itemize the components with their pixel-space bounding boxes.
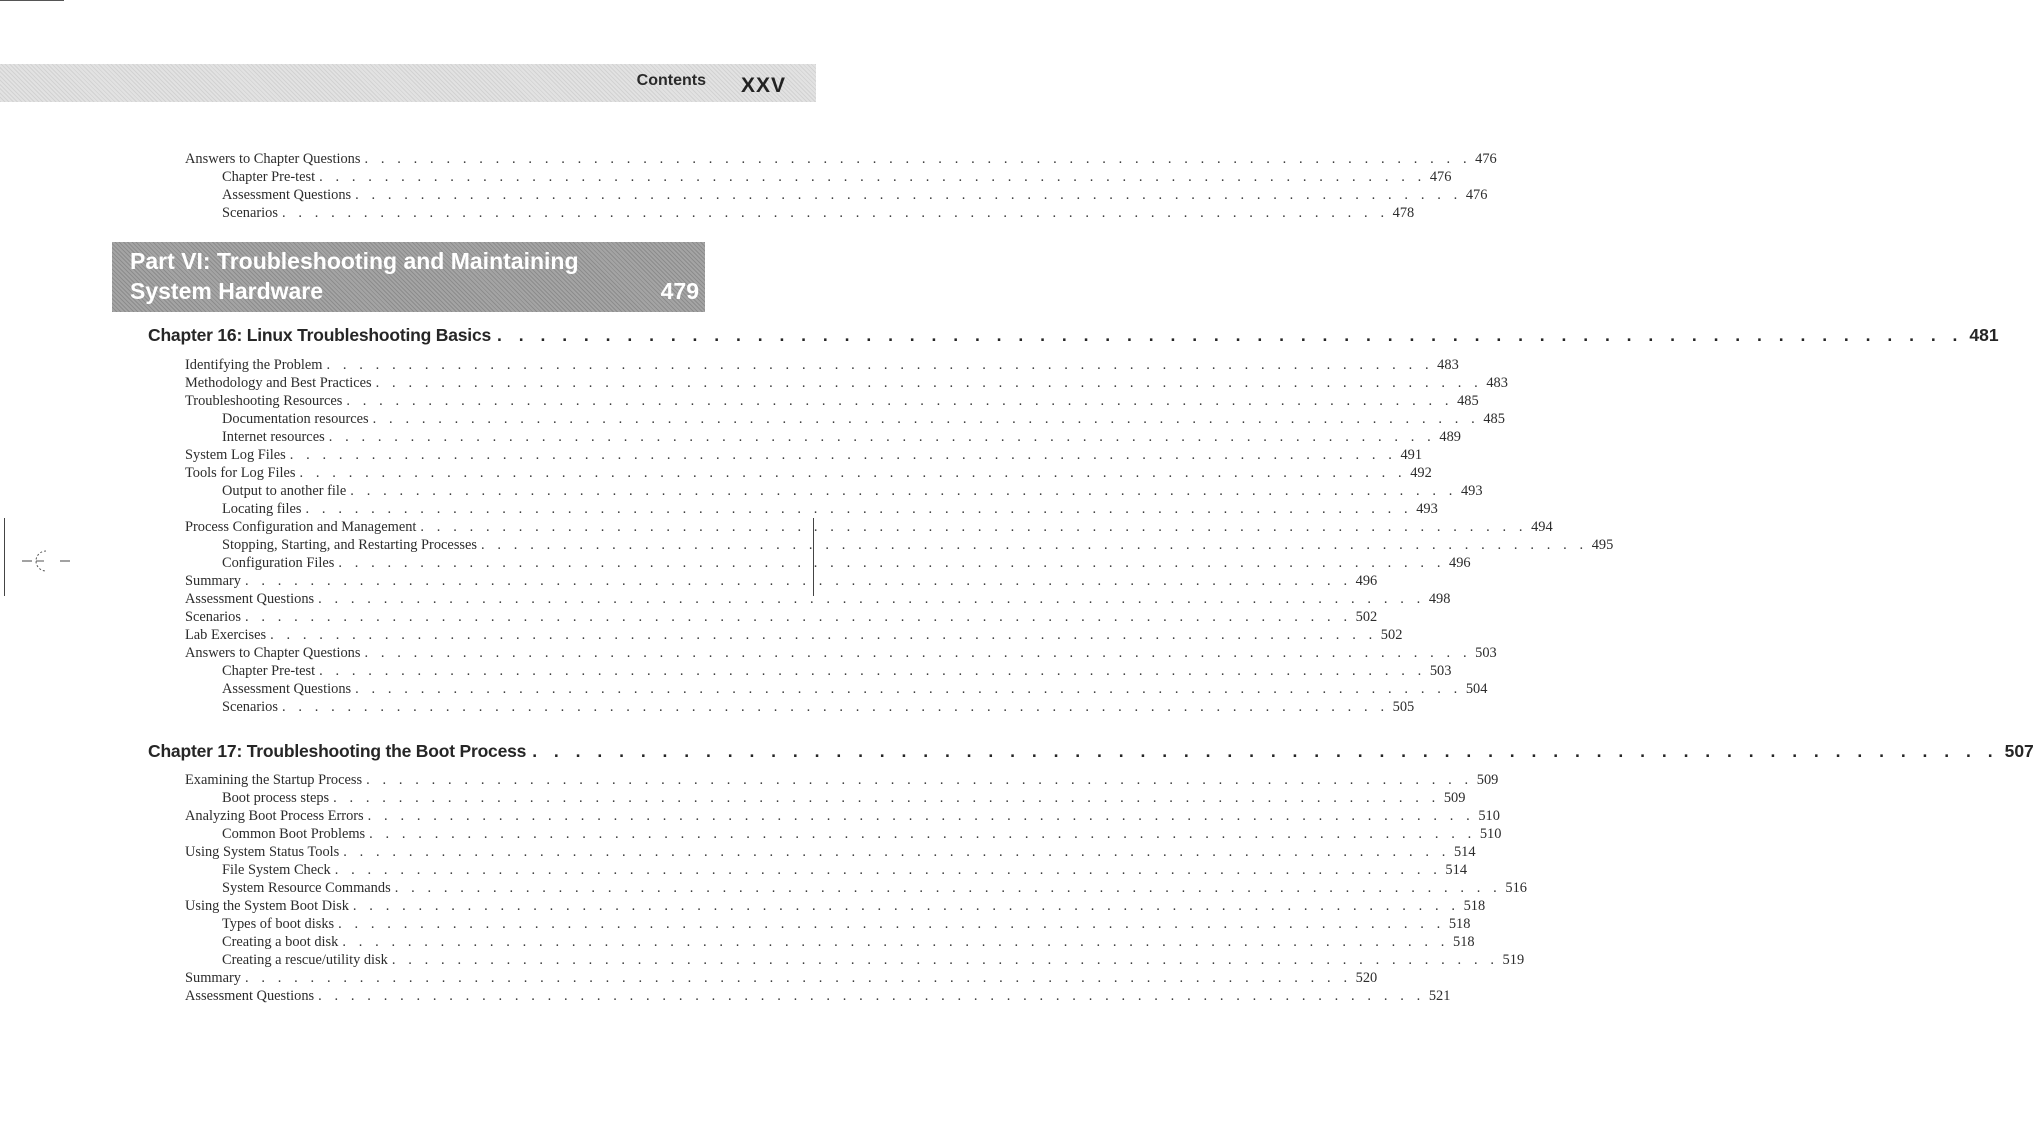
toc-leader-dots: . . . . . . . . . . . . . . . . . . . . . . . . . . . . . . . . . . . . . . . . . . . . . . . . . . . . . . . . . . . . . . . . . . . . bbox=[289, 447, 1397, 463]
toc-entry-page: 476 bbox=[1429, 169, 1452, 185]
toc-leader-dots: . . . . . . . . . . . . . . . . . . . . . . . . . . . . . . . . . . . . . . . . . . . . . . . . . . . . . . . . . . . . . . . . . . . . bbox=[244, 573, 1352, 589]
toc-entry-page: 510 bbox=[1479, 826, 1502, 842]
chapter-title: Chapter 16: Linux Troubleshooting Basics bbox=[148, 325, 492, 345]
toc-entry[interactable] bbox=[185, 843, 1476, 861]
toc-leader-dots: . . . . . . . . . . . . . . . . . . . . . . . . . . . . . . . . . . . . . . . . . . . . . . . . . . . . . . . . . . . . . . . . . . . . bbox=[355, 681, 1462, 697]
toc-entry-page: 514 bbox=[1445, 862, 1468, 878]
toc-entry-title: Configuration Files bbox=[222, 555, 335, 571]
toc-leader-dots: . . . . . . . . . . . . . . . . . . . . . . . . . . . . . . . . . . . . . . . . . . . . . . . . . . . . . . . . . . . . . . . . . . . . bbox=[319, 663, 1426, 679]
toc-entry-page: 483 bbox=[1437, 357, 1459, 373]
toc-entry-page: 503 bbox=[1475, 645, 1497, 661]
toc-entry-title: Process Configuration and Management bbox=[185, 519, 417, 535]
toc-entry-page: 478 bbox=[1392, 205, 1415, 221]
toc-entry-page: 518 bbox=[1463, 898, 1486, 914]
toc-subentry[interactable] bbox=[222, 536, 1614, 554]
toc-entry-title: Methodology and Best Practices bbox=[185, 375, 372, 391]
toc-entry-title: File System Check bbox=[222, 862, 331, 878]
toc-entry-page: 502 bbox=[1380, 627, 1403, 643]
toc-subentry[interactable] bbox=[222, 500, 1438, 518]
toc-leader-dots: . . . . . . . . . . . . . . . . . . . . . . . . . . . . . . . . . . . . . . . . . . . . . . . . . . . . . . . . . . . . . . . . . . . . bbox=[366, 772, 1473, 788]
toc-entry-title: System Log Files bbox=[185, 447, 286, 463]
toc-entry-page: 509 bbox=[1443, 790, 1466, 806]
toc-entry-page: 510 bbox=[1478, 808, 1500, 824]
toc-leader-dots: . . . . . . . . . . . . . . . . . . . . . . . . . . . . . . . . . . . . . . . . . . . . . . . . . . . . . . . . . . . . . . . . . . . . bbox=[375, 375, 1483, 391]
toc-leader-dots: . . . . . . . . . . . . . . . . . . . . . . . . . . . . . . . . . . . . . . . . . . . . . . . . . . . . . . . . . . . . . . . . . . . . bbox=[350, 483, 1457, 499]
toc-entry-title: Assessment Questions bbox=[222, 681, 352, 697]
toc-leader-dots: . . . . . . . . . . . . . . . . . . . . . . . . . . . . . . . . . . . . . . . . . . . . . . . . . . . . . . . . . . . . . . . . . . . . bbox=[244, 970, 1352, 986]
toc-entry-page: 493 bbox=[1416, 501, 1438, 517]
toc-entry-page: 505 bbox=[1392, 699, 1415, 715]
part-banner[interactable] bbox=[112, 242, 705, 312]
toc-entry-page: 495 bbox=[1591, 537, 1614, 553]
toc-entry-title: Locating files bbox=[222, 501, 302, 517]
toc-leader-dots: . . . . . . . . . . . . . . . . . . . . . . . . . . . . . . . . . . . . . . . . . . . . . . . . . . . . . . . . . . . . . . . . . . . . bbox=[352, 898, 1460, 914]
toc-leader-dots: . . . . . . . . . . . . . . . . . . . . . . . . . . . . . . . . . . . . . . . . . . . . . . . . . . . . . . . . . . . . . . . . . . . . bbox=[299, 465, 1407, 481]
toc-entry-title: Output to another file bbox=[222, 483, 347, 499]
toc-entry[interactable] bbox=[185, 464, 1432, 482]
toc-leader-dots: . . . . . . . . . . . . . . . . . . . . . . . . . . . . . . . . . . . . . . . . . . . . . . . . . . . . . . . . . . . . . . . . . . . . bbox=[364, 151, 1472, 167]
chapter-heading[interactable] bbox=[148, 322, 1999, 348]
toc-entry-page: 485 bbox=[1483, 411, 1505, 427]
toc-entry-title: Scenarios bbox=[222, 205, 278, 221]
toc-leader-dots: . . . . . . . . . . . . . . . . . . . . . . . . . . . . . . . . . . . . . . . . . . . . . . . . . . . . . . . . . . . . . . . . . . . . bbox=[355, 187, 1462, 203]
toc-entry-title: System Resource Commands bbox=[222, 880, 391, 896]
toc-entry-title: Summary bbox=[185, 970, 241, 986]
toc-entry-page: 504 bbox=[1465, 681, 1488, 697]
toc-entry[interactable] bbox=[185, 626, 1403, 644]
toc-entry[interactable] bbox=[185, 969, 1378, 987]
toc-subentry[interactable] bbox=[222, 879, 1527, 897]
toc-entry-page: 514 bbox=[1453, 844, 1476, 860]
crop-mark-top bbox=[0, 0, 64, 1]
toc-entry-title: Analyzing Boot Process Errors bbox=[185, 808, 364, 824]
toc-leader-dots: . . . . . . . . . . . . . . . . . . . . . . . . . . . . . . . . . . . . . . . . . . . . . . . . . . . . . . . . . . . . . . . . . . . . bbox=[305, 501, 1413, 517]
toc-leader-dots: . . . . . . . . . . . . . . . . . . . . . . . . . . . . . . . . . . . . . . . . . . . . . . . . . . . . . . . . . . . . . . . . . . . . bbox=[343, 844, 1450, 860]
toc-entry-page: 502 bbox=[1355, 609, 1378, 625]
toc-entry-title: Creating a rescue/utility disk bbox=[222, 952, 388, 968]
toc-leader-dots: . . . . . . . . . . . . . . . . . . . . . . . . . . . . . . . . . . . . . . . . . . . . . . . . . . . . . . . . . . . . . . . . . . . . bbox=[338, 916, 1445, 932]
toc-entry-page: 509 bbox=[1476, 772, 1499, 788]
toc-entry-title: Assessment Questions bbox=[185, 988, 315, 1004]
toc-entry-title: Common Boot Problems bbox=[222, 826, 366, 842]
chapter-page-number: 507 bbox=[2004, 741, 2034, 761]
toc-subentry[interactable] bbox=[222, 204, 1415, 222]
toc-entry-page: 519 bbox=[1502, 952, 1525, 968]
toc-subentry[interactable] bbox=[222, 933, 1475, 951]
toc-entry[interactable] bbox=[185, 590, 1451, 608]
toc-entry-page: 494 bbox=[1531, 519, 1553, 535]
toc-subentry[interactable] bbox=[222, 662, 1452, 680]
toc-leader-dots: . . . . . . . . . . . . . . . . . . . . . . . . . . . . . . . . . . . . . . . . . . . . . . . . . . . . . . . . . . . . . . . . . . . . bbox=[481, 537, 1588, 553]
toc-leader-dots: . . . . . . . . . . . . . . . . . . . . . . . . . . . . . . . . . . . . . . . . . . . . . . . . . . . . . . . . . . . . . . . . . . . . bbox=[270, 627, 1377, 643]
toc-subentry[interactable] bbox=[222, 698, 1415, 716]
toc-entry[interactable] bbox=[185, 572, 1378, 590]
toc-leader-dots: . . . . . . . . . . . . . . . . . . . . . . . . . . . . . . . . . . . . . . . . . . . . . . . . . . . . . . . . . . . . . . . . . . . . bbox=[333, 790, 1440, 806]
toc-leader-dots: . . . . . . . . . . . . . . . . . . . . . . . . . . . . . . . . . . . . . . . . . . . . . . . . . . . . . . . . . . . . . . . . . . . . bbox=[367, 808, 1475, 824]
toc-entry-page: 503 bbox=[1429, 663, 1452, 679]
chapter-page-number: 481 bbox=[1969, 325, 1999, 345]
toc-entry-title: Answers to Chapter Questions bbox=[185, 151, 361, 167]
toc-entry[interactable] bbox=[185, 771, 1499, 789]
toc-entry-title: Scenarios bbox=[185, 609, 241, 625]
crop-mark-left bbox=[4, 518, 5, 596]
toc-entry-title: Chapter Pre-test bbox=[222, 169, 316, 185]
toc-entry-title: Troubleshooting Resources bbox=[185, 393, 343, 409]
toc-subentry[interactable] bbox=[222, 410, 1505, 428]
toc-entry[interactable] bbox=[185, 446, 1423, 464]
toc-subentry[interactable] bbox=[222, 554, 1471, 572]
toc-subentry[interactable] bbox=[222, 861, 1468, 879]
toc-entry-title: Identifying the Problem bbox=[185, 357, 323, 373]
toc-leader-dots: . . . . . . . . . . . . . . . . . . . . . . . . . . . . . . . . . . . . . . . . . . . . . . . . . . . . . . . . . . . . . . . . . . . . bbox=[394, 880, 1502, 896]
toc-entry[interactable] bbox=[185, 807, 1500, 825]
toc-leader-dots: . . . . . . . . . . . . . . . . . . . . . . . . . . . . . . . . . . . . . . . . . . . . . . . . . . . . . . . . . . . . . . . . . . . . bbox=[391, 952, 1499, 968]
toc-entry[interactable] bbox=[185, 644, 1497, 662]
toc-entry[interactable] bbox=[185, 897, 1486, 915]
running-head bbox=[0, 64, 816, 102]
toc-subentry[interactable] bbox=[222, 825, 1502, 843]
part-title-line-2: System Hardware bbox=[130, 278, 324, 304]
toc-leader-dots: . . . . . . . . . . . . . . . . . . . . . . . . . . . . . . . . . . . . . . . . . . . . . . . . . . . . . . . . . . . . . . . . . . . . bbox=[319, 169, 1426, 185]
toc-leader-dots: . . . . . . . . . . . . . . . . . . . . . . . . . . . . . . . . . . . . . . . . . . . . . . . . . . . . . . . . . . . . . . . . . . . . bbox=[420, 519, 1528, 535]
registration-mark-icon bbox=[22, 545, 70, 573]
toc-leader-dots: . . . . . . . . . . . . . . . . . . . . . . . . . . . . . . . . . . . . . . . . . . . . . . . . . . . . . . . . . . . . . . . . . . . . bbox=[244, 609, 1352, 625]
toc-entry[interactable] bbox=[185, 392, 1479, 410]
toc-entry-title: Creating a boot disk bbox=[222, 934, 339, 950]
part-title bbox=[130, 246, 579, 306]
toc-entry-page: 483 bbox=[1486, 375, 1508, 391]
toc-entry[interactable] bbox=[185, 608, 1378, 626]
toc-entry-page: 518 bbox=[1453, 934, 1475, 950]
toc-subentry[interactable] bbox=[222, 951, 1525, 969]
toc-entry-title: Assessment Questions bbox=[222, 187, 352, 203]
toc-entry-title: Using System Status Tools bbox=[185, 844, 340, 860]
toc-entry-title: Using the System Boot Disk bbox=[185, 898, 349, 914]
toc-entry-page: 518 bbox=[1448, 916, 1471, 932]
toc-entry-title: Documentation resources bbox=[222, 411, 369, 427]
toc-entry-title: Stopping, Starting, and Restarting Processes bbox=[222, 537, 478, 553]
toc-entry-page: 492 bbox=[1410, 465, 1432, 481]
toc-entry-title: Lab Exercises bbox=[185, 627, 267, 643]
toc-entry[interactable] bbox=[185, 518, 1553, 536]
toc-entry-title: Examining the Startup Process bbox=[185, 772, 363, 788]
toc-entry-page: 521 bbox=[1428, 988, 1451, 1004]
toc-entry-title: Scenarios bbox=[222, 699, 278, 715]
toc-leader-dots: . . . . . . . . . . . . . . . . . . . . . . . . . . . . . . . . . . . . . . . . . . . . . . . . . . . . . . . . . . . . . . . . . . . . bbox=[342, 934, 1449, 950]
part-page-number: 479 bbox=[660, 278, 699, 304]
toc-entry-page: 496 bbox=[1355, 573, 1378, 589]
toc-leader-dots: . . . . . . . . . . . . . . . . . . . . . . . . . . . . . . . . . . . . . . . . . . . . . . . . . . . . . . . . . . . . . . . . . . . . bbox=[364, 645, 1472, 661]
toc-leader-dots: . . . . . . . . . . . . . . . . . . . . . . . . . . . . . . . . . . . . . . . . . . . . . . . . . . . . . . . . . . . . . . . . . . . . bbox=[328, 429, 1436, 445]
toc-leader-dots: . . . . . . . . . . . . . . . . . . . . . . . . . . . . . . . . . . . . . . . . . . . . . . . . . . . . . . . . . . . . . . . . . . . . bbox=[369, 826, 1476, 842]
toc-leader-dots: . . . . . . . . . . . . . . . . . . . . . . . . . . . . . . . . . . . . . . . . . . . . . . . . . . . . . . . . . . . . . . . . . . . . bbox=[338, 555, 1446, 571]
part-title-line-1: Part VI: Troubleshooting and Maintaining bbox=[130, 248, 579, 274]
toc-entry[interactable] bbox=[185, 150, 1497, 168]
toc-leader-dots: . . . . . . . . . . . . . . . . . . . . . . . . . . . . . . . . . . . . . . . . . . . . . . . . . . . . . . . . . . . . . . . . . . . . bbox=[318, 591, 1425, 607]
toc-entry[interactable] bbox=[185, 987, 1451, 1005]
toc-leader-dots: . . . . . . . . . . . . . . . . . . . . . . . . . . . . . . . . . . . . . . . . . . . . . . . . . . . . . . . . . . . . . . . . . . . . bbox=[372, 411, 1480, 427]
toc-entry-title: Summary bbox=[185, 573, 241, 589]
toc-subentry[interactable] bbox=[222, 789, 1466, 807]
toc-entry-page: 485 bbox=[1457, 393, 1479, 409]
running-head-page-number: XXV bbox=[740, 74, 786, 97]
toc-entry-page: 491 bbox=[1400, 447, 1423, 463]
toc-subentry[interactable] bbox=[222, 680, 1488, 698]
toc-subentry[interactable] bbox=[222, 482, 1483, 500]
toc-entry-page: 489 bbox=[1439, 429, 1461, 445]
toc-leader-dots: . . . . . . . . . . . . . . . . . . . . . . . . . . . . . . . . . . . . . . . . . . . . . . . . . . . . . . . . . . . . . . . . . . . . bbox=[281, 205, 1389, 221]
toc-entry-page: 516 bbox=[1505, 880, 1527, 896]
toc-leader-dots: . . . . . . . . . . . . . . . . . . . . . . . . . . . . . . . . . . . . . . . . . . . . . . . . . . . . . . . . . . . . . . . . . . . . bbox=[532, 741, 1999, 761]
running-head-label: Contents bbox=[636, 72, 706, 89]
toc-leader-dots: . . . . . . . . . . . . . . . . . . . . . . . . . . . . . . . . . . . . . . . . . . . . . . . . . . . . . . . . . . . . . . . . . . . . bbox=[346, 393, 1454, 409]
toc-leader-dots: . . . . . . . . . . . . . . . . . . . . . . . . . . . . . . . . . . . . . . . . . . . . . . . . . . . . . . . . . . . . . . . . . . . . bbox=[281, 699, 1389, 715]
toc-entry-page: 476 bbox=[1475, 151, 1497, 167]
chapter-heading[interactable] bbox=[148, 738, 2034, 764]
toc-leader-dots: . . . . . . . . . . . . . . . . . . . . . . . . . . . . . . . . . . . . . . . . . . . . . . . . . . . . . . . . . . . . . . . . . . . . bbox=[326, 357, 1434, 373]
toc-entry-title: Tools for Log Files bbox=[185, 465, 296, 481]
toc-entry-title: Types of boot disks bbox=[222, 916, 335, 932]
toc-entry-title: Assessment Questions bbox=[185, 591, 315, 607]
toc-entry-title: Chapter Pre-test bbox=[222, 663, 316, 679]
toc-entry-title: Internet resources bbox=[222, 429, 325, 445]
toc-subentry[interactable] bbox=[222, 168, 1452, 186]
toc-entry-page: 496 bbox=[1449, 555, 1471, 571]
toc-leader-dots: . . . . . . . . . . . . . . . . . . . . . . . . . . . . . . . . . . . . . . . . . . . . . . . . . . . . . . . . . . . . . . . . . . . . bbox=[497, 325, 1964, 345]
toc-entry-page: 520 bbox=[1355, 970, 1378, 986]
toc-entry[interactable] bbox=[185, 356, 1459, 374]
toc-subentry[interactable] bbox=[222, 428, 1461, 446]
toc-entry-page: 476 bbox=[1465, 187, 1488, 203]
toc-entry-title: Boot process steps bbox=[222, 790, 330, 806]
toc-leader-dots: . . . . . . . . . . . . . . . . . . . . . . . . . . . . . . . . . . . . . . . . . . . . . . . . . . . . . . . . . . . . . . . . . . . . bbox=[334, 862, 1442, 878]
toc-entry[interactable] bbox=[185, 374, 1508, 392]
toc-subentry[interactable] bbox=[222, 186, 1488, 204]
toc-entry-page: 498 bbox=[1428, 591, 1451, 607]
toc-entry-page: 493 bbox=[1460, 483, 1483, 499]
chapter-title: Chapter 17: Troubleshooting the Boot Process bbox=[148, 741, 527, 761]
toc-subentry[interactable] bbox=[222, 915, 1471, 933]
toc-leader-dots: . . . . . . . . . . . . . . . . . . . . . . . . . . . . . . . . . . . . . . . . . . . . . . . . . . . . . . . . . . . . . . . . . . . . bbox=[318, 988, 1425, 1004]
toc-entry-title: Answers to Chapter Questions bbox=[185, 645, 361, 661]
